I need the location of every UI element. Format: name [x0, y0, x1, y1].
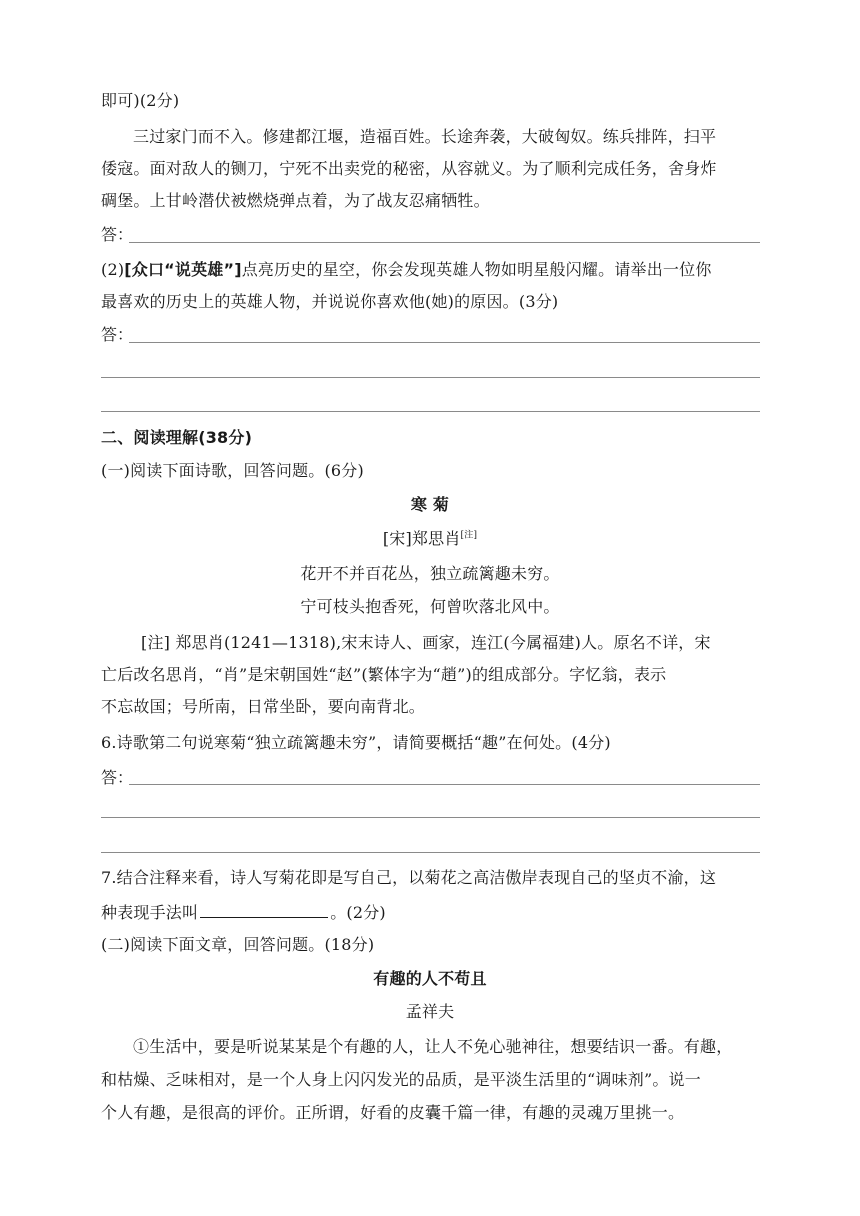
note-line-2: 亡后改名思肖，“肖”是宋朝国姓“赵”(繁体字为“趙”)的组成部分。字忆翁，表示 — [101, 665, 667, 684]
poem-author-note: [注] — [460, 530, 478, 541]
poem-author-name: [宋]郑思肖 — [382, 529, 461, 548]
answer-line[interactable] — [129, 242, 760, 243]
fill-in-blank[interactable] — [200, 901, 328, 918]
answer-label: 答： — [101, 768, 134, 787]
answer-line[interactable] — [129, 342, 760, 343]
question-7-score: 。(2分) — [330, 903, 386, 922]
answer-label: 答： — [101, 325, 134, 344]
answer-line[interactable] — [101, 817, 760, 818]
poem-line-1: 花开不并百花丛，独立疏篱趣未穷。 — [300, 564, 560, 583]
question-7-line-1: 7.结合注释来看，诗人写菊花即是写自己，以菊花之高洁傲岸表现自己的坚贞不渝，这 — [101, 868, 717, 887]
question-7-text: 种表现手法叫 — [101, 903, 199, 922]
poem-line-2: 宁可枝头抱香死，何曾吹落北风中。 — [300, 597, 560, 616]
part-1-intro: (一)阅读下面诗歌，回答问题。(6分) — [101, 461, 364, 480]
article-para-1-line-1: ①生活中，要是听说某某是个有趣的人，让人不免心驰神往，想要结识一番。有趣， — [133, 1037, 733, 1056]
answer-line[interactable] — [101, 852, 760, 853]
answer-line[interactable] — [101, 411, 760, 412]
hero-clue-line-2: 倭寇。面对敌人的铡刀，宁死不出卖党的秘密，从容就义。为了顺利完成任务，舍身炸 — [101, 159, 717, 178]
answer-line[interactable] — [129, 784, 760, 785]
note-line-1: [注] 郑思肖(1241—1318),宋末诗人、画家，连江(今属福建)人。原名不详，宋 — [141, 633, 711, 652]
article-para-1-line-3: 个人有趣，是很高的评价。正所谓，好看的皮囊千篇一律，有趣的灵魂万里挑一。 — [101, 1103, 685, 1122]
answer-line[interactable] — [101, 377, 760, 378]
question-2-line-1 — [101, 259, 712, 281]
question-2-number: (2) — [101, 260, 125, 279]
section-heading: 二、阅读理解(38分) — [101, 428, 253, 447]
question-6: 6.诗歌第二句说寒菊“独立疏篱趣未穷”，请简要概括“趣”在何处。(4分) — [101, 733, 611, 752]
question-2-line-2: 最喜欢的历史上的英雄人物，并说说你喜欢他(她)的原因。(3分) — [101, 292, 559, 311]
question-2-text: 点亮历史的星空，你会发现英雄人物如明星般闪耀。请举出一位你 — [241, 260, 712, 279]
note-line-3: 不忘故国；号所南，日常坐卧，要向南背北。 — [101, 697, 426, 716]
question-2-tag: [众口“说英雄”] — [124, 260, 242, 279]
question-7-line-2 — [101, 901, 386, 924]
hero-clue-line-3: 碉堡。上甘岭潜伏被燃烧弹点着，为了战友忍痛牺牲。 — [101, 191, 490, 210]
poem-author — [0, 528, 860, 550]
answer-label: 答： — [101, 225, 134, 244]
article-para-1-line-2: 和枯燥、乏味相对，是一个人身上闪闪发光的品质，是平淡生活里的“调味剂”。说一 — [101, 1070, 701, 1089]
part-2-intro: (二)阅读下面文章，回答问题。(18分) — [101, 935, 375, 954]
article-author: 孟祥夫 — [405, 1002, 455, 1021]
article-title: 有趣的人不苟且 — [373, 969, 487, 988]
continued-line: 即可)(2分) — [101, 91, 180, 110]
poem-title: 寒 菊 — [410, 495, 450, 514]
hero-clue-line-1: 三过家门而不入。修建都江堰，造福百姓。长途奔袭，大破匈奴。练兵排阵，扫平 — [133, 127, 717, 146]
